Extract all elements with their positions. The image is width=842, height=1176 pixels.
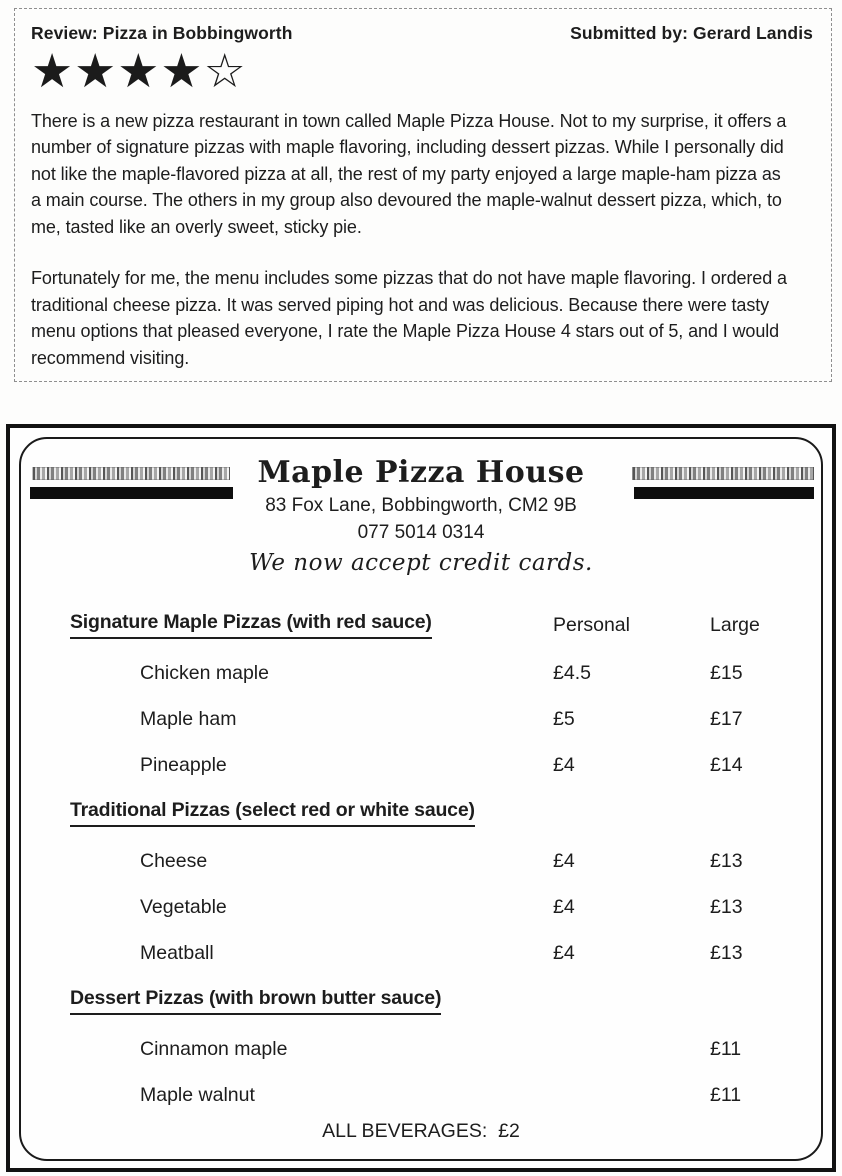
star-rating [31, 46, 813, 98]
section-heading-signature: Signature Maple Pizzas (with red sauce) [70, 611, 553, 639]
item-price-large: £13 [710, 895, 743, 918]
menu-header [10, 454, 832, 580]
item-price-personal: £4.5 [553, 661, 591, 684]
review-title: Review: Pizza in Bobbingworth [31, 23, 293, 43]
review-header [31, 23, 813, 44]
item-price-personal: £4 [553, 941, 575, 964]
review-paragraph-1: There is a new pizza restaurant in town called Maple Pizza House. Not to my surprise, it offers a number of signature pizzas with maple flavoring, including dessert pizzas. While I personally did not like the maple-flavored pizza at all, the rest of my party enjoyed a large maple-ham pizza as a main course. The others in my group also devoured the maple-walnut dessert pizza, which, to me, tasted like an overly sweet, sticky pie. [31, 110, 787, 237]
beverages-footer: ALL BEVERAGES: £2 [322, 1120, 520, 1142]
item-price-personal: £4 [553, 895, 575, 918]
item-name: Maple ham [140, 707, 237, 730]
item-price-personal: £5 [553, 707, 575, 730]
item-name: Maple walnut [140, 1083, 255, 1106]
item-price-large: £11 [710, 1083, 742, 1106]
menu-item-row [70, 742, 832, 788]
star-filled-icon: ★ [74, 44, 118, 99]
menu-section-header [70, 976, 832, 1026]
item-price-large: £17 [710, 707, 743, 730]
column-header-personal: Personal [553, 613, 630, 636]
menu-item-row [70, 696, 832, 742]
item-name: Pineapple [140, 753, 227, 776]
item-name: Vegetable [140, 895, 227, 918]
menu-item-row [70, 838, 832, 884]
column-header-large: Large [710, 613, 760, 636]
item-name: Cinnamon maple [140, 1037, 288, 1060]
restaurant-phone: 077 5014 0314 [357, 522, 485, 543]
menu-card [6, 424, 836, 1172]
menu-price-table [10, 600, 832, 1118]
item-price-personal: £4 [553, 849, 575, 872]
item-name: Meatball [140, 941, 214, 964]
item-price-personal: £4 [553, 753, 575, 776]
review-body [31, 108, 813, 372]
item-name: Cheese [140, 849, 208, 872]
menu-tagline: We now accept credit cards. [249, 550, 593, 576]
item-name: Chicken maple [140, 661, 269, 684]
restaurant-address: 83 Fox Lane, Bobbingworth, CM2 9B [265, 495, 577, 516]
menu-item-row [70, 1072, 832, 1118]
menu-section-header [70, 788, 832, 838]
item-price-large: £13 [710, 941, 743, 964]
menu-item-row [70, 884, 832, 930]
star-filled-icon: ★ [160, 44, 204, 99]
menu-section-header [70, 600, 832, 650]
item-price-large: £13 [710, 849, 743, 872]
star-filled-icon: ★ [117, 44, 161, 99]
menu-item-row [70, 930, 832, 976]
item-price-large: £15 [710, 661, 743, 684]
star-empty-icon: ☆ [203, 44, 247, 99]
star-filled-icon: ★ [31, 44, 75, 99]
section-heading-dessert: Dessert Pizzas (with brown butter sauce) [70, 987, 553, 1015]
section-heading-traditional: Traditional Pizzas (select red or white sauce) [70, 799, 553, 827]
item-price-large: £14 [710, 753, 743, 776]
menu-item-row [70, 1026, 832, 1072]
item-price-large: £11 [710, 1037, 742, 1060]
review-submitted-by: Submitted by: Gerard Landis [570, 23, 813, 43]
menu-item-row [70, 650, 832, 696]
review-box [14, 8, 832, 382]
restaurant-name: Maple Pizza House [257, 455, 585, 490]
review-paragraph-2: Fortunately for me, the menu includes some pizzas that do not have maple flavoring. I ordered a traditional cheese pizza. It was served piping hot and was delicious. Because there were tasty menu options that pleased everyone, I rate the Maple Pizza House 4 stars out of 5, and I would recommend visiting. [31, 268, 787, 368]
